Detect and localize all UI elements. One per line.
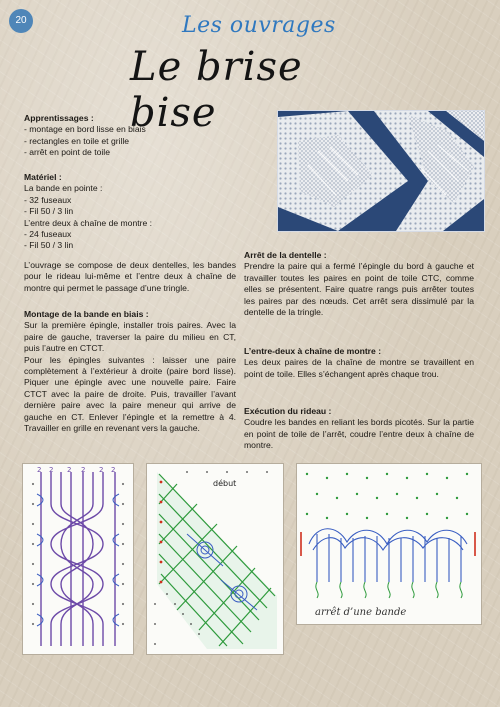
page-title: Le brise bise: [130, 44, 303, 136]
montage-paragraph-2: Pour les épingles suivantes : laisser une paire complètement à l’extérieur à droite (paire bord lisse). Piquer une épingle avec une nouvelle paire. Faire CTCT avec la paire de droite. Puis, travailler l’avant dernière paire avec la paire meneur qui arrive de gauche en CT. Enlever l’épingle et la remettre à 4. Travailler en grille en revenant vers la gauche.: [24, 354, 236, 434]
start-diagram: [146, 463, 284, 655]
montage-block: [24, 309, 236, 434]
materiel-line: - 32 fuseaux: [24, 194, 72, 205]
entre-deux-paragraph: Les deux paires de la chaîne de montre se travaillent en point de toile. Elles s’échangent après chaque trou.: [244, 357, 474, 379]
arret-heading: Arrêt de la dentelle :: [244, 250, 327, 260]
materiel-line: - 24 fuseaux: [24, 229, 72, 240]
arret-bande-label: arrêt d’une bande: [315, 607, 407, 618]
execution-paragraph: Coudre les bandes en reliant les bords picotés. Sur la partie en point de toile de l’arrêt, coudre l’entre deux à chaîne de montre.: [244, 417, 474, 451]
materiel-line: La bande en pointe :: [24, 183, 103, 194]
materiel-line: L’entre deux à chaîne de montre :: [24, 217, 153, 228]
svg-text:2: 2: [111, 466, 116, 474]
materiel-block: [24, 172, 244, 252]
end-diagram: [296, 463, 482, 625]
materiel-heading: Matériel :: [24, 172, 62, 182]
execution-heading: Exécution du rideau :: [244, 406, 332, 416]
debut-label: début: [213, 479, 237, 488]
montage-paragraph-1: Sur la première épingle, installer trois paires. Avec la paire de gauche, traverser la paire du milieu en CT, puis l’autre en CTCT.: [24, 320, 236, 354]
lace-photo: [277, 110, 485, 232]
lace-photo-image: [278, 111, 484, 231]
materiel-line: - Fil 50 / 3 lin: [24, 206, 74, 217]
arret-block: [244, 250, 474, 318]
apprentissages-item: - montage en bord lisse en biais: [24, 124, 146, 135]
apprentissages-item: - arrêt en point de toile: [24, 147, 110, 158]
chain-diagram-drawing: [23, 464, 133, 654]
svg-text:2: 2: [99, 466, 104, 474]
apprentissages-heading: Apprentissages :: [24, 113, 94, 123]
arret-paragraph: Prendre la paire qui a fermé l’épingle du bord à gauche et travailler toutes les paires en point de toile CTC, comme elles se présentent. Faire quatre rangs puis arrêter toutes les paires par des nœuds. Cet arrêt sera dissimulé par la dentelle de la tringle.: [244, 261, 474, 318]
execution-block: [244, 406, 474, 452]
intro-paragraph: L’ouvrage se compose de deux dentelles, les bandes pour le rideau lui-même et l’entre deux à chaîne de montre qui permet le passage d’une tringle.: [24, 260, 236, 293]
materiel-line: - Fil 50 / 3 lin: [24, 240, 74, 251]
montage-heading: Montage de la bande en biais :: [24, 309, 149, 319]
apprentissages-item: - rectangles en toile et grille: [24, 135, 130, 146]
end-diagram-drawing: [297, 464, 481, 624]
section-title: Les ouvrages: [182, 13, 336, 38]
apprentissages-block: [24, 113, 244, 159]
svg-text:2: 2: [37, 466, 42, 474]
svg-text:2: 2: [67, 466, 72, 474]
entre-deux-block: [244, 346, 474, 380]
svg-text:2: 2: [81, 466, 86, 474]
svg-text:2: 2: [49, 466, 54, 474]
start-diagram-drawing: [147, 464, 283, 654]
page-number-badge: 20: [9, 9, 33, 33]
entre-deux-heading: L’entre-deux à chaîne de montre :: [244, 346, 382, 356]
chain-diagram: [22, 463, 134, 655]
